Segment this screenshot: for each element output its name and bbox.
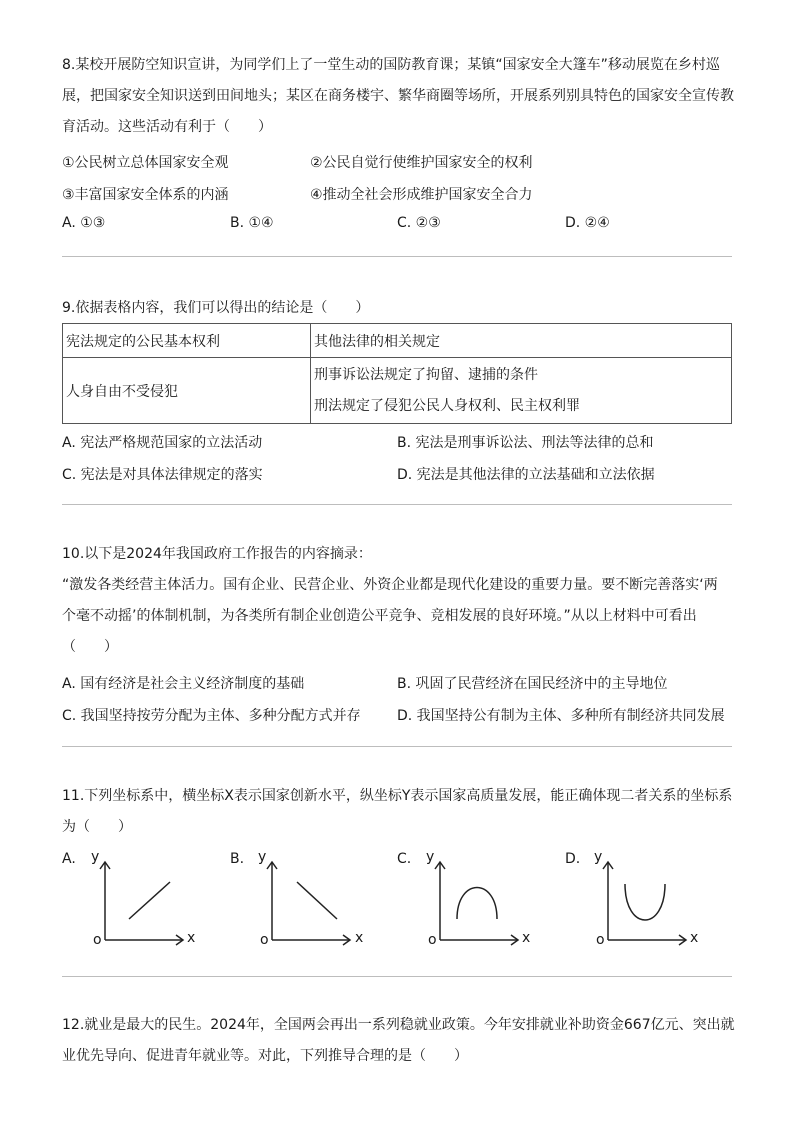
table-cell: 人身自由不受侵犯 [63,358,311,424]
option-a[interactable]: A. 宪法严格规范国家的立法活动 [62,435,263,451]
statement-1: ①公民树立总体国家安全观 [62,155,229,171]
stem-line: 12.就业是最大的民生。2024年，全国两会再出一系列稳就业政策。今年安排就业补助资金667亿元、突出就 [62,1017,735,1033]
divider [62,504,732,505]
divider [62,256,732,257]
origin-label: o [260,932,269,948]
question-10-stem [62,539,732,663]
origin-label: o [428,932,437,948]
stem-line: 育活动。这些活动有利于（ ） [62,119,272,135]
option-c[interactable]: C. 我国坚持按劳分配为主体、多种分配方式并存 [62,708,361,724]
stem-line: 展，把国家安全知识送到田间地头；某区在商务楼宇、繁华商圈等场所，开展系列别具特色的国家安全宣传教 [62,88,734,104]
option-c[interactable]: C. ②③ [397,215,441,231]
stem-line: 11.下列坐标系中，横坐标X表示国家创新水平，纵坐标Y表示国家高质量发展，能正确体现二者关系的坐标系 [62,788,733,804]
stem-line: 业优先导向、促进青年就业等。对此，下列推导合理的是（ ） [62,1048,468,1064]
option-b[interactable]: B. ①④ [230,215,274,231]
table-header-cell: 其他法律的相关规定 [311,324,732,358]
divider [62,976,732,977]
table-cell-line: 刑事诉讼法规定了拘留、逮捕的条件 [314,366,538,383]
x-axis-label: x [690,930,699,946]
stem-line: 为（ ） [62,819,132,835]
x-axis-label: x [187,930,196,946]
x-axis-label: x [522,930,531,946]
y-axis-label: y [594,849,603,865]
comparison-table [62,323,732,424]
graph-option-d-label[interactable]: D. [565,851,581,867]
table-cell [311,358,732,424]
statement-4: ④推动全社会形成维护国家安全合力 [310,187,533,203]
option-d[interactable]: D. 宪法是其他法律的立法基础和立法依据 [397,467,655,483]
stem-line: 8.某校开展防空知识宣讲，为同学们上了一堂生动的国防教育课；某镇“国家安全大篷车”移动展览在乡村巡 [62,57,720,73]
stem-line: 10.以下是2024年我国政府工作报告的内容摘录： [62,546,372,562]
graph-b-axes [267,862,357,944]
y-axis-label: y [258,849,267,865]
x-axis-label: x [355,930,364,946]
stem-line: 个毫不动摇’的体制机制，为各类所有制企业创造公平竞争、竞相发展的良好环境。”从以上材料中可看出 [62,608,697,624]
option-d[interactable]: D. ②④ [565,215,610,231]
option-b[interactable]: B. 巩固了民营经济在国民经济中的主导地位 [397,676,668,692]
table-cell-line: 刑法规定了侵犯公民人身权利、民主权利罪 [314,397,580,414]
option-a[interactable]: A. 国有经济是社会主义经济制度的基础 [62,676,305,692]
rising-line-curve [129,882,170,919]
graph-c-axes [435,862,525,944]
stem-line: （ ） [62,639,118,655]
stem-line: “激发各类经营主体活力。国有企业、民营企业、外资企业都是现代化建设的重要力量。要不断完善落实‘两 [62,577,718,593]
statement-3: ③丰富国家安全体系的内涵 [62,187,229,203]
table-header-cell: 宪法规定的公民基本权利 [63,324,311,358]
y-axis-label: y [91,849,100,865]
graph-option-a-label[interactable]: A. [62,851,76,867]
option-d[interactable]: D. 我国坚持公有制为主体、多种所有制经济共同发展 [397,708,725,724]
graph-a-axes [100,862,190,944]
origin-label: o [596,932,605,948]
u-curve [625,884,665,920]
graph-option-b-label[interactable]: B. [230,851,245,867]
falling-line-curve [297,882,337,919]
statement-2: ②公民自觉行使维护国家安全的权利 [310,155,533,171]
option-c[interactable]: C. 宪法是对具体法律规定的落实 [62,467,263,483]
option-a[interactable]: A. ①③ [62,215,106,231]
graph-option-c-label[interactable]: C. [397,851,412,867]
option-b[interactable]: B. 宪法是刑事诉讼法、刑法等法律的总和 [397,435,654,451]
question-11-stem [62,781,732,843]
divider [62,746,732,747]
origin-label: o [93,932,102,948]
graph-d-axes [603,862,693,944]
question-8-stem [62,50,732,143]
inverted-u-curve [457,888,497,920]
question-9-stem: 9.依据表格内容，我们可以得出的结论是（ ） [62,300,370,316]
question-12-stem [62,1010,735,1072]
y-axis-label: y [426,849,435,865]
